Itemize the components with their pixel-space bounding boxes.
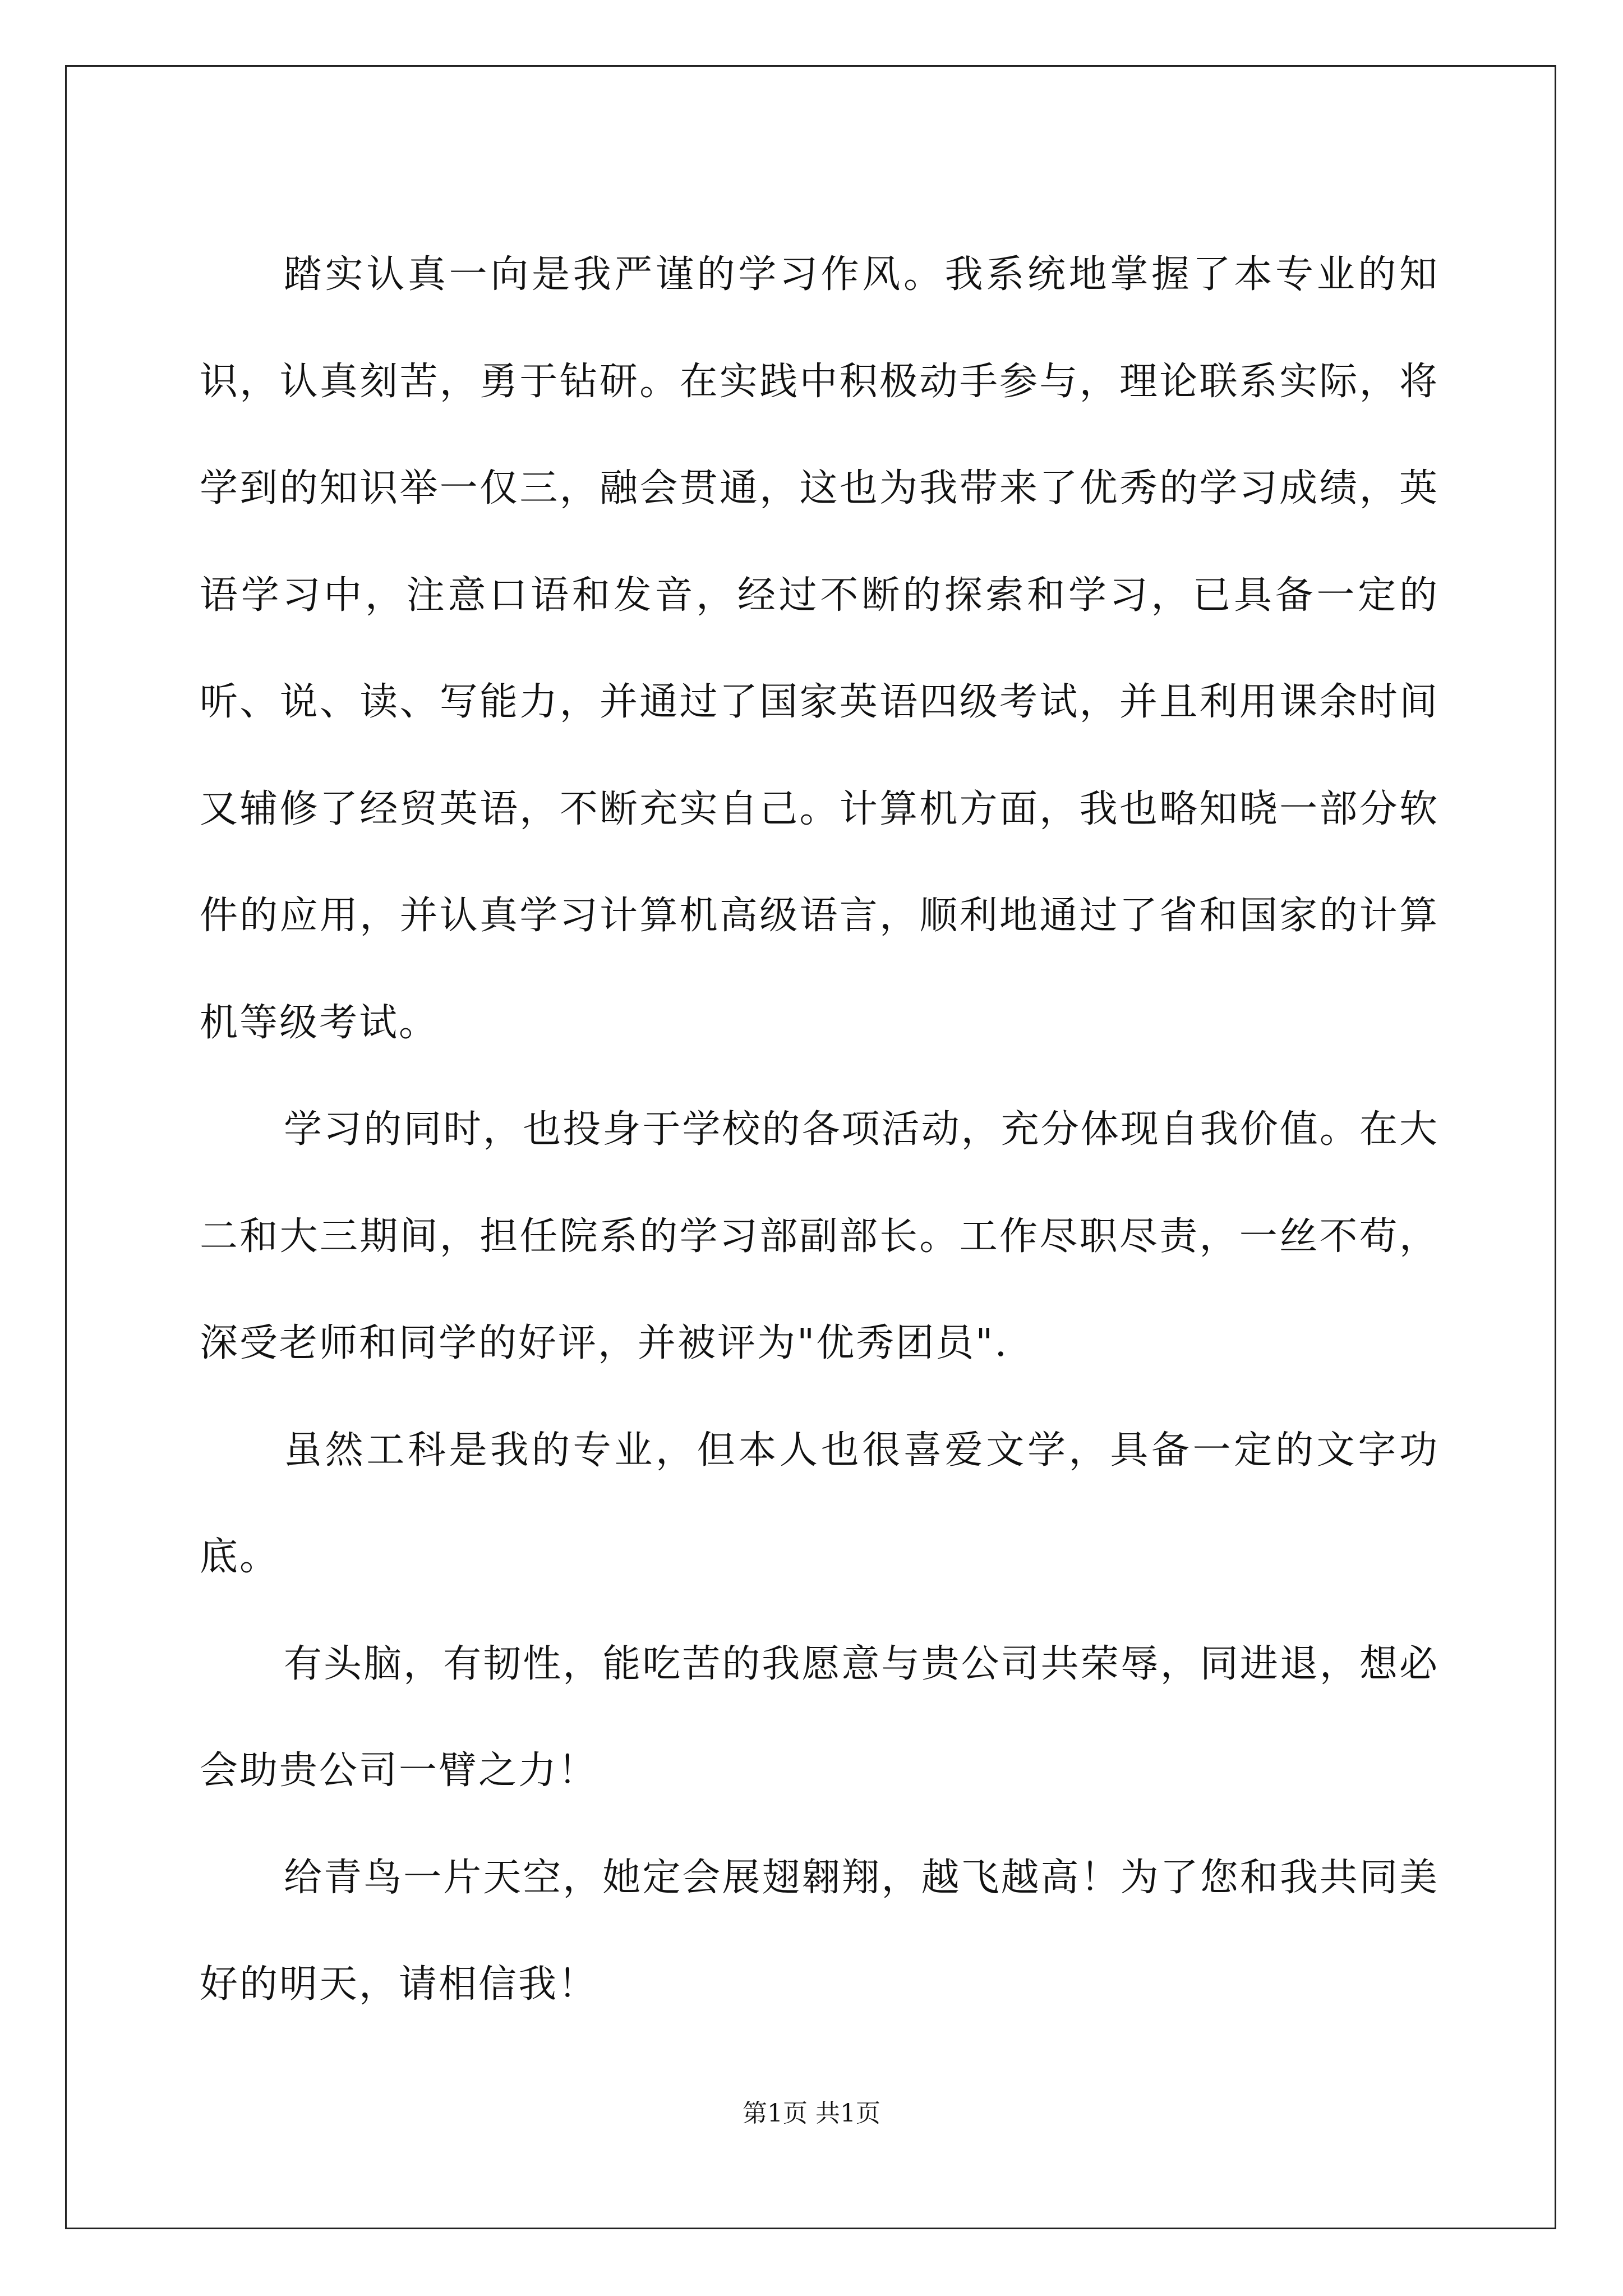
document-body bbox=[200, 222, 1439, 2039]
page-number-footer: 第1页 共1页 bbox=[743, 2099, 880, 2128]
paragraph-closing: 给青鸟一片天空，她定会展翅翱翔，越飞越高！为了您和我共同美好的明天，请相信我！ bbox=[200, 1855, 1439, 2007]
paragraph-commitment: 有头脑，有韧性，能吃苦的我愿意与贵公司共荣辱，同进退，想必会助贵公司一臂之力！ bbox=[200, 1641, 1439, 1793]
paragraph-activities: 学习的同时，也投身于学校的各项活动，充分体现自我价值。在大二和大三期间，担任院系的学习部副部长。工作尽职尽责，一丝不苟，深受老师和同学的好评，并被评为"优秀团员". bbox=[200, 1107, 1439, 1365]
paragraph-study-style: 踏实认真一向是我严谨的学习作风。我系统地掌握了本专业的知识，认真刻苦，勇于钻研。在实践中积极动手参与，理论联系实际，将学到的知识举一仅三，融会贯通，这也为我带来了优秀的学习成绩，英语学习中，注意口语和发音，经过不断的探索和学习，已具备一定的听、说、读、写能力，并通过了国家英语四级考试，并且利用课余时间又辅修了经贸英语，不断充实自己。计算机方面，我也略知晓一部分软件的应用，并认真学习计算机高级语言，顺利地通过了省和国家的计算机等级考试。 bbox=[200, 252, 1439, 1045]
paragraph-literature: 虽然工科是我的专业，但本人也很喜爱文学，具备一定的文字功底。 bbox=[200, 1428, 1439, 1579]
